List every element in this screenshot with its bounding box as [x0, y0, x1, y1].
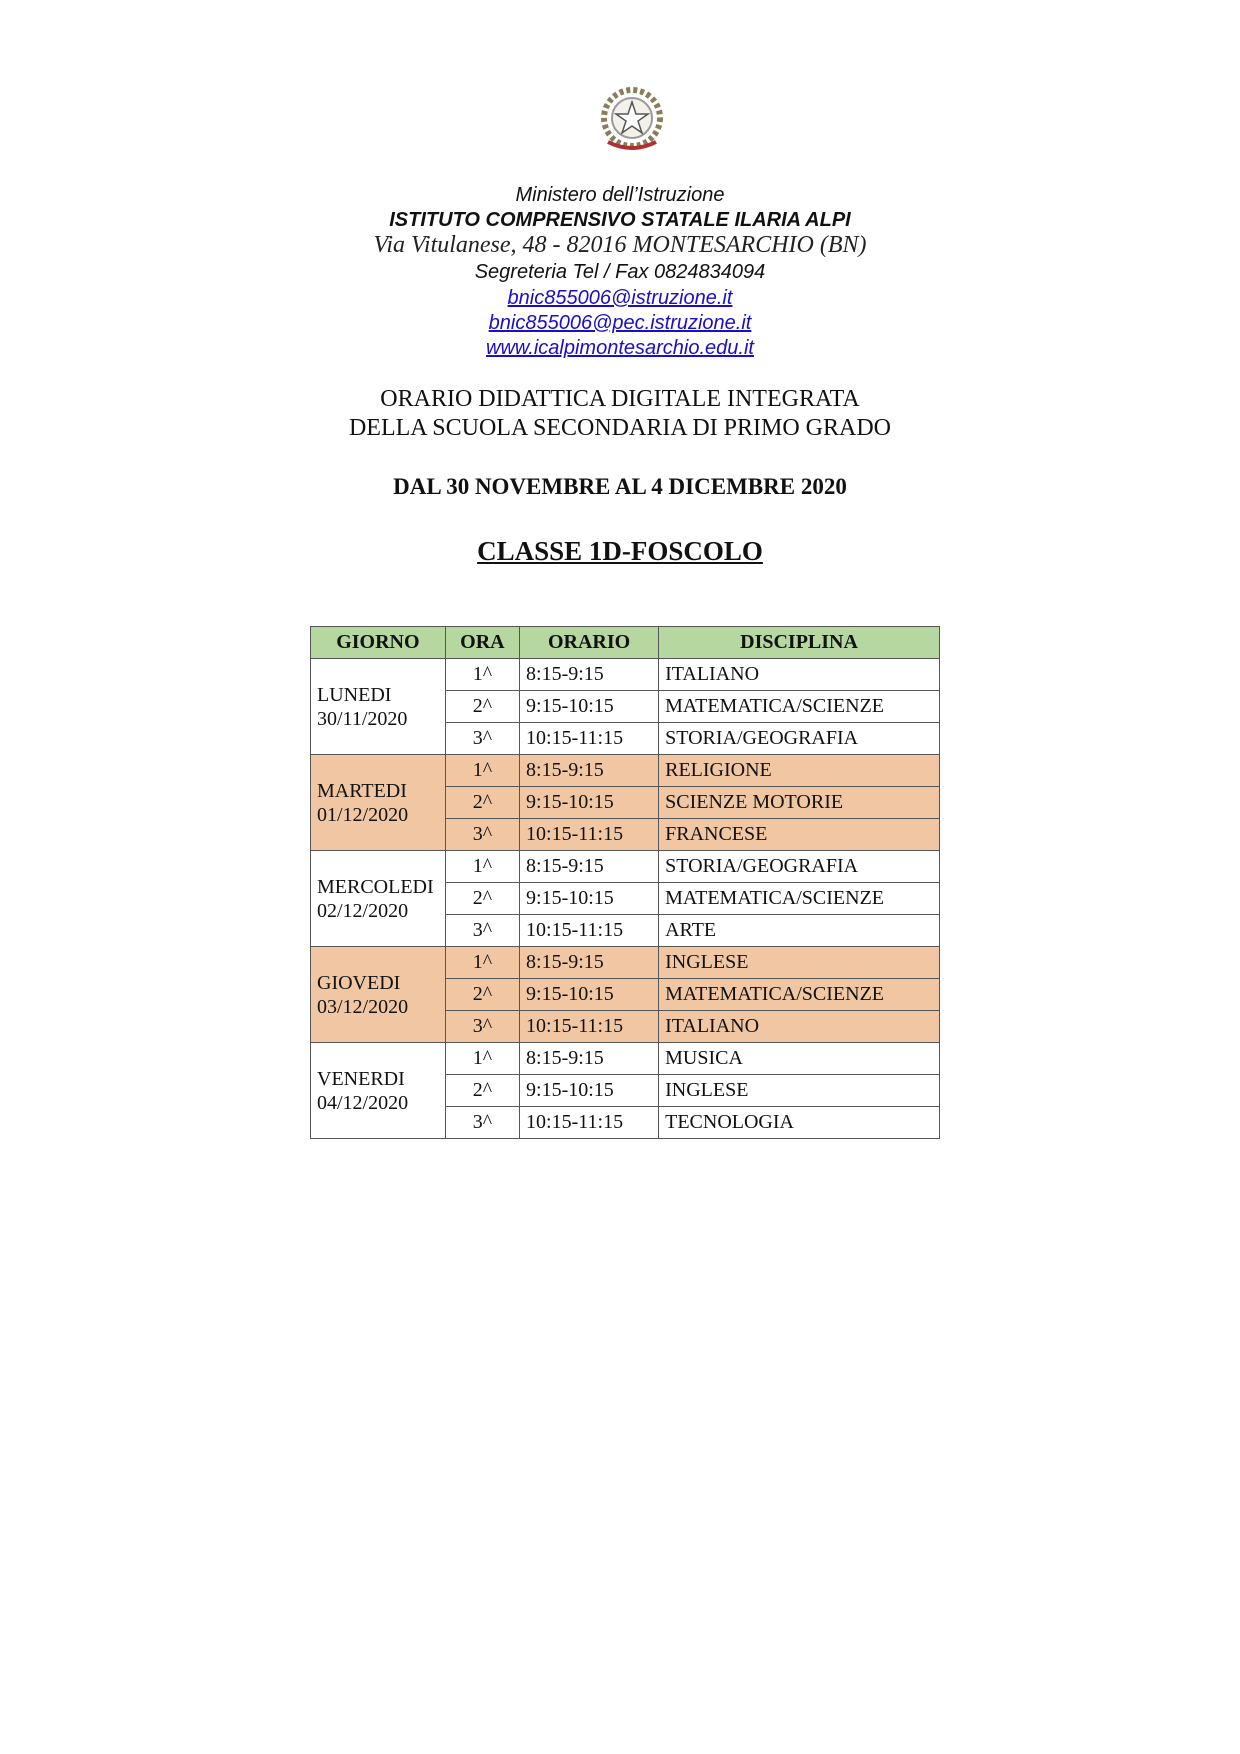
orario-cell: 8:15-9:15 — [520, 947, 659, 979]
disciplina-cell: TECNOLOGIA — [659, 1107, 940, 1139]
ora-cell: 1^ — [445, 1043, 519, 1075]
orario-cell: 9:15-10:15 — [520, 979, 659, 1011]
disciplina-cell: STORIA/GEOGRAFIA — [659, 723, 940, 755]
disciplina-cell: FRANCESE — [659, 819, 940, 851]
schedule-table — [310, 626, 940, 1139]
disciplina-cell: MATEMATICA/SCIENZE — [659, 883, 940, 915]
orario-cell: 9:15-10:15 — [520, 1075, 659, 1107]
ora-cell: 1^ — [445, 659, 519, 691]
orario-cell: 10:15-11:15 — [520, 1107, 659, 1139]
disciplina-cell: MATEMATICA/SCIENZE — [659, 691, 940, 723]
disciplina-cell: MUSICA — [659, 1043, 940, 1075]
orario-cell: 10:15-11:15 — [520, 723, 659, 755]
document-title-line1: ORARIO DIDATTICA DIGITALE INTEGRATA — [380, 386, 860, 412]
day-cell — [311, 659, 446, 755]
ora-cell: 3^ — [445, 1011, 519, 1043]
orario-cell: 8:15-9:15 — [520, 659, 659, 691]
ora-cell: 3^ — [445, 1107, 519, 1139]
school-name: ISTITUTO COMPRENSIVO STATALE ILARIA ALPI — [389, 209, 851, 231]
header-ora: ORA — [445, 627, 519, 659]
ora-cell: 1^ — [445, 755, 519, 787]
day-cell — [311, 755, 446, 851]
document-title-line2: DELLA SCUOLA SECONDARIA DI PRIMO GRADO — [348, 415, 892, 441]
header-orario: ORARIO — [520, 627, 659, 659]
header-giorno: GIORNO — [311, 627, 446, 659]
ora-cell: 2^ — [445, 787, 519, 819]
ora-cell: 2^ — [445, 979, 519, 1011]
disciplina-cell: ITALIANO — [659, 1011, 940, 1043]
ora-cell: 1^ — [445, 851, 519, 883]
disciplina-cell: RELIGIONE — [659, 755, 940, 787]
orario-cell: 10:15-11:15 — [520, 1011, 659, 1043]
day-name: GIOVEDI — [317, 971, 401, 994]
republic-emblem-icon — [588, 84, 676, 156]
day-name: VENERDI — [317, 1067, 405, 1090]
table-row — [311, 659, 940, 691]
disciplina-cell: SCIENZE MOTORIE — [659, 787, 940, 819]
orario-cell: 8:15-9:15 — [520, 851, 659, 883]
orario-cell: 9:15-10:15 — [520, 787, 659, 819]
disciplina-cell: ARTE — [659, 915, 940, 947]
day-name: MERCOLEDI — [317, 875, 434, 898]
day-date: 03/12/2020 — [317, 995, 409, 1018]
email-link[interactable]: bnic855006@istruzione.it — [507, 287, 733, 309]
ora-cell: 1^ — [445, 947, 519, 979]
ministry-name: Ministero dell’Istruzione — [515, 184, 725, 206]
pec-link[interactable]: bnic855006@pec.istruzione.it — [488, 312, 752, 334]
disciplina-cell: MATEMATICA/SCIENZE — [659, 979, 940, 1011]
day-date: 04/12/2020 — [317, 1091, 409, 1114]
disciplina-cell: STORIA/GEOGRAFIA — [659, 851, 940, 883]
date-range: DAL 30 NOVEMBRE AL 4 DICEMBRE 2020 — [393, 474, 847, 499]
table-row — [311, 1043, 940, 1075]
orario-cell: 8:15-9:15 — [520, 755, 659, 787]
orario-cell: 10:15-11:15 — [520, 915, 659, 947]
day-cell — [311, 1043, 446, 1139]
disciplina-cell: INGLESE — [659, 1075, 940, 1107]
class-title: CLASSE 1D-FOSCOLO — [477, 536, 763, 566]
orario-cell: 10:15-11:15 — [520, 819, 659, 851]
day-name: MARTEDI — [317, 779, 407, 802]
day-name: LUNEDI — [317, 683, 392, 706]
ora-cell: 2^ — [445, 1075, 519, 1107]
ora-cell: 3^ — [445, 915, 519, 947]
day-cell — [311, 851, 446, 947]
day-cell — [311, 947, 446, 1043]
disciplina-cell: ITALIANO — [659, 659, 940, 691]
orario-cell: 9:15-10:15 — [520, 883, 659, 915]
orario-cell: 9:15-10:15 — [520, 691, 659, 723]
orario-cell: 8:15-9:15 — [520, 1043, 659, 1075]
table-header-row — [311, 627, 940, 659]
header-disciplina: DISCIPLINA — [659, 627, 940, 659]
day-date: 30/11/2020 — [317, 707, 408, 730]
day-date: 01/12/2020 — [317, 803, 409, 826]
table-row — [311, 947, 940, 979]
day-date: 02/12/2020 — [317, 899, 409, 922]
table-row — [311, 755, 940, 787]
website-link[interactable]: www.icalpimontesarchio.edu.it — [486, 337, 754, 359]
school-phone: Segreteria Tel / Fax 0824834094 — [474, 261, 766, 283]
disciplina-cell: INGLESE — [659, 947, 940, 979]
ora-cell: 2^ — [445, 883, 519, 915]
ora-cell: 3^ — [445, 723, 519, 755]
school-address: Via Vitulanese, 48 - 82016 MONTESARCHIO (BN) — [373, 232, 867, 258]
table-row — [311, 851, 940, 883]
ora-cell: 3^ — [445, 819, 519, 851]
ora-cell: 2^ — [445, 691, 519, 723]
